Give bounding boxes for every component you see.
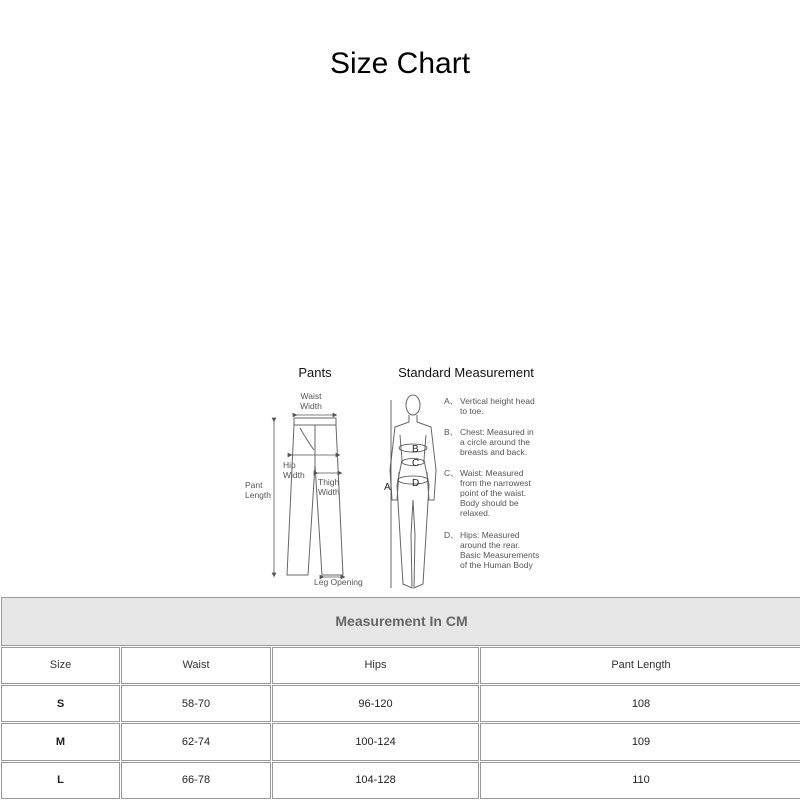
- body-label-b: B: [412, 444, 419, 455]
- cell-hips: 96-120: [272, 685, 479, 722]
- table-row: [1, 762, 800, 799]
- cell-hips: 104-128: [272, 762, 479, 799]
- note-c-line: Body should be: [460, 498, 519, 508]
- note-a-line: to toe.: [460, 406, 484, 416]
- body-label-c: C: [412, 458, 420, 469]
- cell-waist: 62-74: [121, 723, 271, 760]
- note-a-line: Vertical height head: [460, 396, 535, 406]
- pant-length-label-1: Pant: [245, 480, 263, 490]
- header-waist: Waist: [121, 647, 271, 684]
- note-b-line: breasts and back.: [460, 447, 528, 457]
- thigh-width-label-2: Width: [318, 487, 340, 497]
- note-c-line: point of the waist.: [460, 488, 527, 498]
- header-size: Size: [1, 647, 120, 684]
- note-b-line: a circle around the: [460, 437, 530, 447]
- cell-size: L: [1, 762, 120, 799]
- body-figure: [390, 395, 436, 588]
- waist-width-label-1: Waist: [300, 391, 322, 401]
- cell-waist: 58-70: [121, 685, 271, 722]
- hip-width-label-2: Width: [283, 470, 305, 480]
- body-label-d: D: [412, 478, 420, 489]
- standard-heading: Standard Measurement: [398, 365, 534, 380]
- note-d-line: of the Human Body: [460, 560, 533, 570]
- note-b-letter: B、: [444, 427, 459, 437]
- measurement-notes: [444, 396, 539, 570]
- cell-pant-length: 108: [480, 685, 800, 722]
- waist-width-label-2: Width: [300, 401, 322, 411]
- table-row: [1, 685, 800, 722]
- note-d-letter: D、: [444, 530, 459, 540]
- hip-width-label-1: Hip: [283, 460, 296, 470]
- cell-waist: 66-78: [121, 762, 271, 799]
- note-d-line: Hips: Measured: [460, 530, 520, 540]
- leg-opening-label: Leg Opening: [314, 577, 363, 587]
- pants-heading: Pants: [298, 365, 332, 380]
- table-header-row: [1, 647, 800, 684]
- cell-size: S: [1, 685, 120, 722]
- note-d-line: Basic Measurements: [460, 550, 540, 560]
- cell-hips: 100-124: [272, 723, 479, 760]
- size-table-wrapper: [0, 596, 800, 800]
- header-pant-length: Pant Length: [480, 647, 800, 684]
- cell-pant-length: 109: [480, 723, 800, 760]
- cell-size: M: [1, 723, 120, 760]
- note-b-line: Chest: Measured in: [460, 427, 534, 437]
- note-d-line: around the rear.: [460, 540, 521, 550]
- body-measure-lines: [391, 400, 428, 588]
- page-title: Size Chart: [329, 47, 471, 80]
- cell-pant-length: 110: [480, 762, 800, 799]
- size-table: [0, 596, 800, 800]
- pant-length-label-2: Length: [245, 490, 271, 500]
- note-c-letter: C、: [444, 468, 459, 478]
- note-a-letter: A、: [444, 396, 459, 406]
- note-c-line: from the narrowest: [460, 478, 531, 488]
- thigh-width-label-1: Thigh: [318, 477, 340, 487]
- header-hips: Hips: [272, 647, 479, 684]
- body-label-a: A: [384, 482, 391, 493]
- measurement-diagram: [240, 360, 560, 595]
- note-c-line: Waist: Measured: [460, 468, 524, 478]
- table-row: [1, 723, 800, 760]
- table-caption: Measurement In CM: [1, 597, 800, 646]
- note-c-line: relaxed.: [460, 508, 491, 518]
